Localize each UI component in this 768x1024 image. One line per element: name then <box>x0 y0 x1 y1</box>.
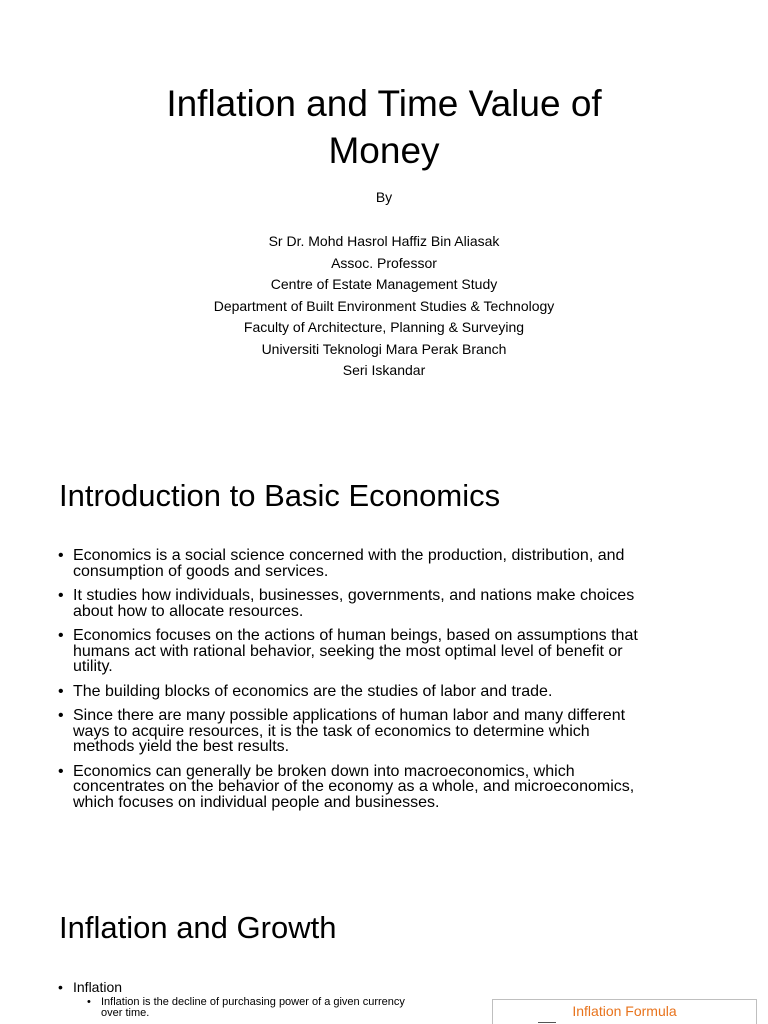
list-item <box>58 684 708 700</box>
bullet-line: which focuses on individual people and businesses. <box>73 793 440 811</box>
nested-bullet-list <box>87 997 478 1019</box>
formula-fraction-bar <box>538 1022 556 1023</box>
author-university: Universiti Teknologi Mara Perak Branch <box>261 340 507 357</box>
bullet-line: utility. <box>73 658 113 675</box>
author-department: Department of Built Environment Studies & Technology <box>213 297 555 314</box>
inflation-formula-box <box>492 999 757 1024</box>
intro-heading: Introduction to Basic Economics <box>59 478 501 513</box>
formula-title: Inflation Formula <box>572 1003 677 1019</box>
author-faculty: Faculty of Architecture, Planning & Surveying <box>243 319 525 335</box>
growth-heading: Inflation and Growth <box>59 910 337 945</box>
bullet-dot: • <box>58 682 64 700</box>
bullet-line: consumption of goods and services. <box>73 562 329 580</box>
bullet-text: Inflation <box>73 979 123 995</box>
bullet-dot: • <box>58 587 64 604</box>
growth-bullet-list <box>58 980 478 1019</box>
by-label: By <box>375 189 393 205</box>
title-line-2: Money <box>328 130 440 171</box>
bullet-line: It studies how individuals, businesses, governments, and nations make choices <box>73 587 635 604</box>
bullet-line: concentrates on the behavior of the economy as a whole, and microeconomics, <box>73 778 635 795</box>
bullet-line: The building blocks of economics are the studies of labor and trade. <box>73 682 553 700</box>
list-item <box>58 628 708 675</box>
list-item <box>58 588 708 619</box>
author-name: Sr Dr. Mohd Hasrol Haffiz Bin Aliasak <box>268 233 500 249</box>
bullet-line: Since there are many possible applications of human labor and many different <box>73 707 626 724</box>
author-info <box>0 231 768 382</box>
bullet-line: about how to allocate resources. <box>73 602 304 620</box>
growth-slide <box>0 900 768 1024</box>
bullet-line: ways to acquire resources, it is the task of economics to determine which <box>73 722 590 740</box>
intro-bullet-list <box>58 548 708 819</box>
bullet-dot: • <box>58 547 64 564</box>
bullet-line: methods yield the best results. <box>73 738 290 755</box>
list-item <box>58 980 478 1019</box>
bullet-line: Economics focuses on the actions of human beings, based on assumptions that <box>73 627 638 644</box>
bullet-dot: • <box>58 979 63 995</box>
bullet-line: Economics is a social science concerned with the production, distribution, and <box>73 547 625 564</box>
list-item <box>58 548 708 579</box>
bullet-dot: • <box>58 627 64 644</box>
bullet-dot: • <box>58 707 64 724</box>
nested-list-item <box>87 997 478 1019</box>
author-position: Assoc. Professor <box>331 254 437 271</box>
bullet-line: Inflation is the decline of purchasing power of a given currency <box>101 996 405 1008</box>
bullet-dot: • <box>58 762 64 780</box>
bullet-line: Economics can generally be broken down into macroeconomics, which <box>73 762 575 780</box>
bullet-line: over time. <box>101 1007 150 1019</box>
list-item <box>58 764 708 811</box>
title-line-1: Inflation and Time Value of <box>166 83 602 124</box>
author-location: Seri Iskandar <box>342 362 426 378</box>
bullet-dot: • <box>87 996 91 1008</box>
presentation-title <box>0 80 768 174</box>
bullet-line: humans act with rational behavior, seeking the most optimal level of benefit or <box>73 642 623 660</box>
author-centre: Centre of Estate Management Study <box>270 276 498 292</box>
list-item <box>58 708 708 755</box>
intro-slide <box>0 470 768 870</box>
title-slide <box>0 0 768 430</box>
